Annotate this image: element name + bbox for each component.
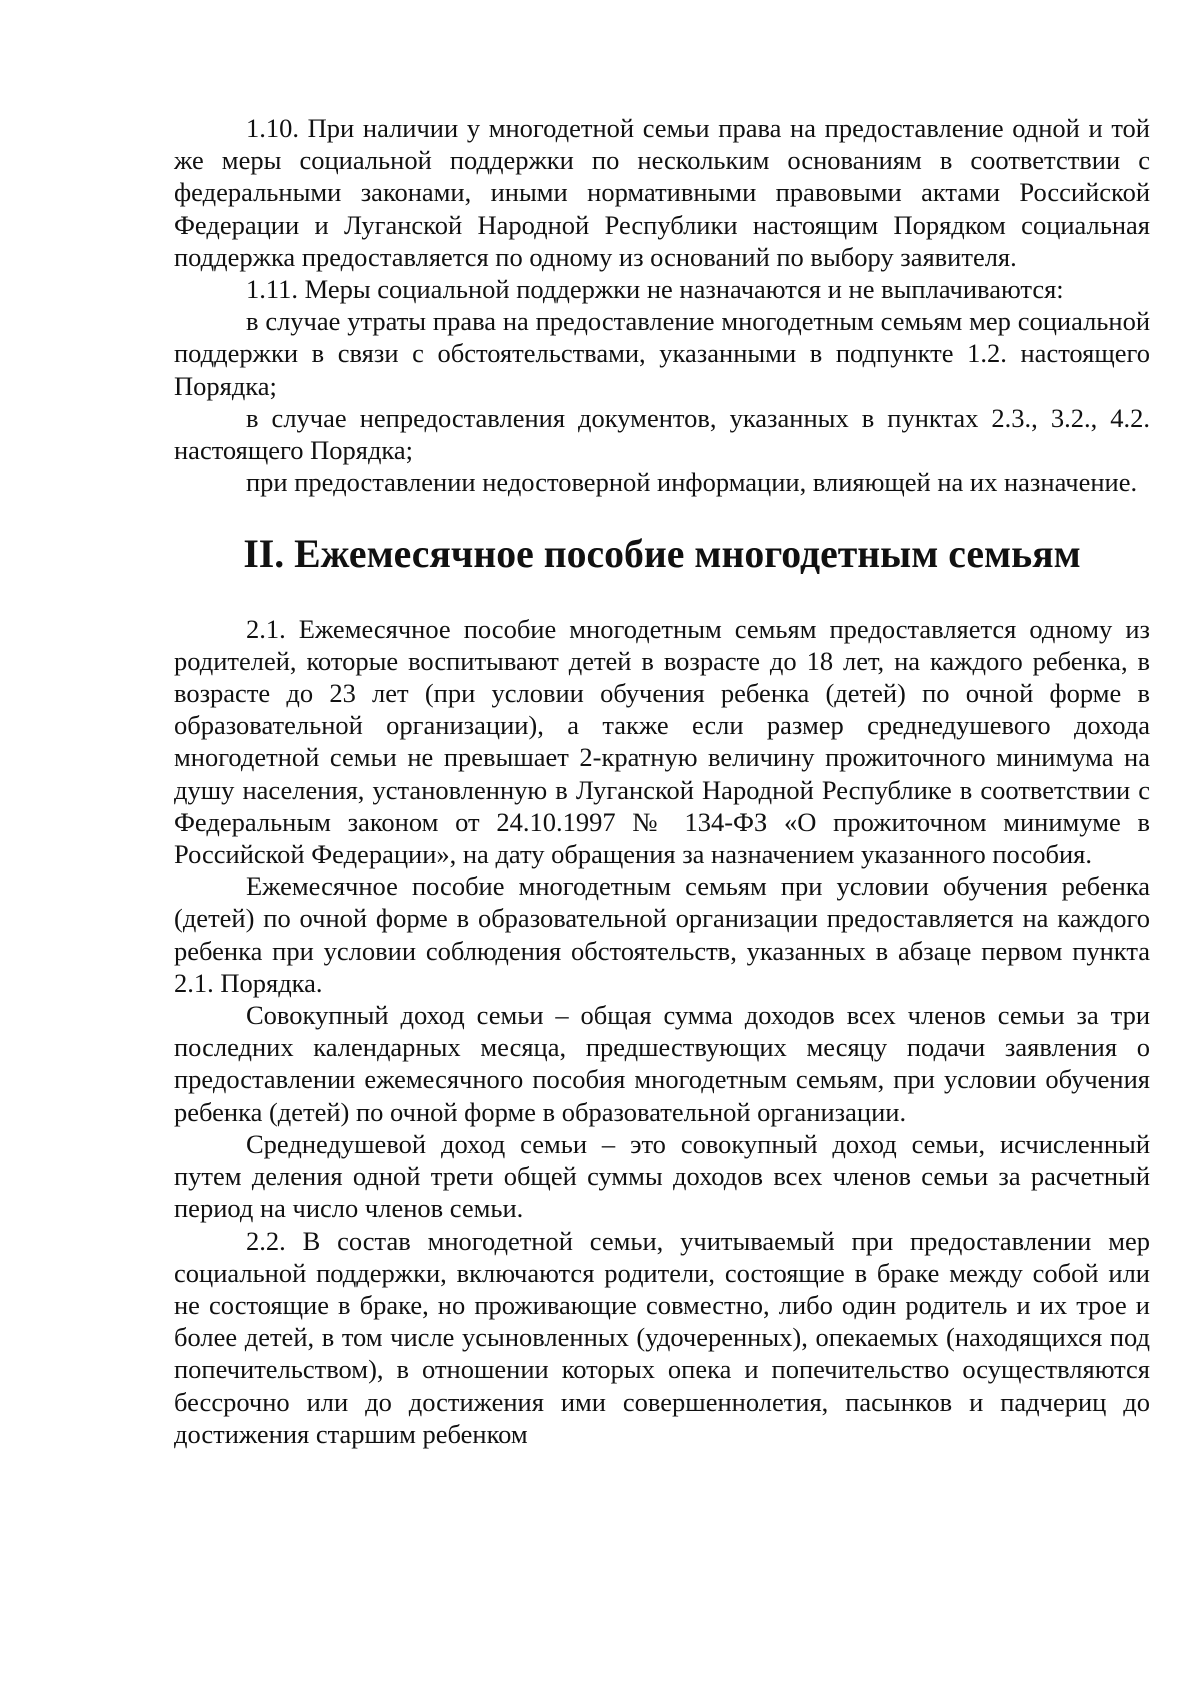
- paragraph-1-11: 1.11. Меры социальной поддержки не назначаются и не выплачиваются:: [246, 274, 1064, 305]
- document-page: [174, 112, 1150, 1450]
- paragraph-2-1-total-income: Совокупный доход семьи – общая сумма доходов всех членов семьи за три последних календарных месяца, предшествующих месяцу подачи заявления о предоставлении ежемесячного пособия многодетным семьям, при условии обучения ребенка (детей) по очной форме в образовательной организации.: [174, 1000, 1150, 1127]
- paragraph-1-11-case-b: в случае непредоставления документов, указанных в пунктах 2.3., 3.2., 4.2. настоящего Порядка;: [174, 402, 1150, 466]
- paragraph-1-10: 1.10. При наличии у многодетной семьи права на предоставление одной и той же меры социальной поддержки по нескольким основаниям в соответствии с федеральными законами, иными нормативными правовыми актами Российской Федерации и Луганской Народной Республики настоящим Порядком социальная поддержка предоставляется по одному из оснований по выбору заявителя.: [174, 113, 1150, 272]
- paragraph-2-2: 2.2. В состав многодетной семьи, учитываемый при предоставлении мер социальной поддержки, включаются родители, состоящие в браке между собой или не состоящие в браке, но проживающие совместно, либо один родитель и их трое и более детей, в том числе усыновленных (удочеренных), опекаемых (находящихся под попечительством), в отношении которых опека и попечительство осуществляются бессрочно или до достижения ими совершеннолетия, пасынков и падчериц до достижения старшим ребенком: [174, 1225, 1150, 1449]
- paragraph-2-1-per-capita-income: Среднедушевой доход семьи – это совокупный доход семьи, исчисленный путем деления одной трети общей суммы доходов всех членов семьи за расчетный период на число членов семьи.: [174, 1128, 1150, 1224]
- paragraph-2-1-students: Ежемесячное пособие многодетным семьям при условии обучения ребенка (детей) по очной форме в образовательной организации предоставляется на каждого ребенка при условии соблюдения обстоятельств, указанных в абзаце первом пункта 2.1. Порядка.: [174, 871, 1150, 998]
- paragraph-1-11-case-a: в случае утраты права на предоставление многодетным семьям мер социальной поддержки в связи с обстоятельствами, указанными в подпункте 1.2. настоящего Порядка;: [174, 306, 1150, 401]
- paragraph-2-1: 2.1. Ежемесячное пособие многодетным семьям предоставляется одному из родителей, которые воспитывают детей в возрасте до 18 лет, на каждого ребенка, в возрасте до 23 лет (при условии обучения ребенка (детей) по очной форме в образовательной организации), а также если размер среднедушевого дохода многодетной семьи не превышает 2-кратную величину прожиточного минимума на душу населения, установленную в Луганской Народной Республике в соответствии с Федеральным законом от 24.10.1997 № 134-ФЗ «О прожиточном минимуме в Российской Федерации», на дату обращения за назначением указанного пособия.: [174, 613, 1150, 870]
- paragraph-1-11-case-c: при предоставлении недостоверной информации, влияющей на их назначение.: [246, 467, 1138, 498]
- section-heading: II. Ежемесячное пособие многодетным семьям: [243, 532, 1081, 577]
